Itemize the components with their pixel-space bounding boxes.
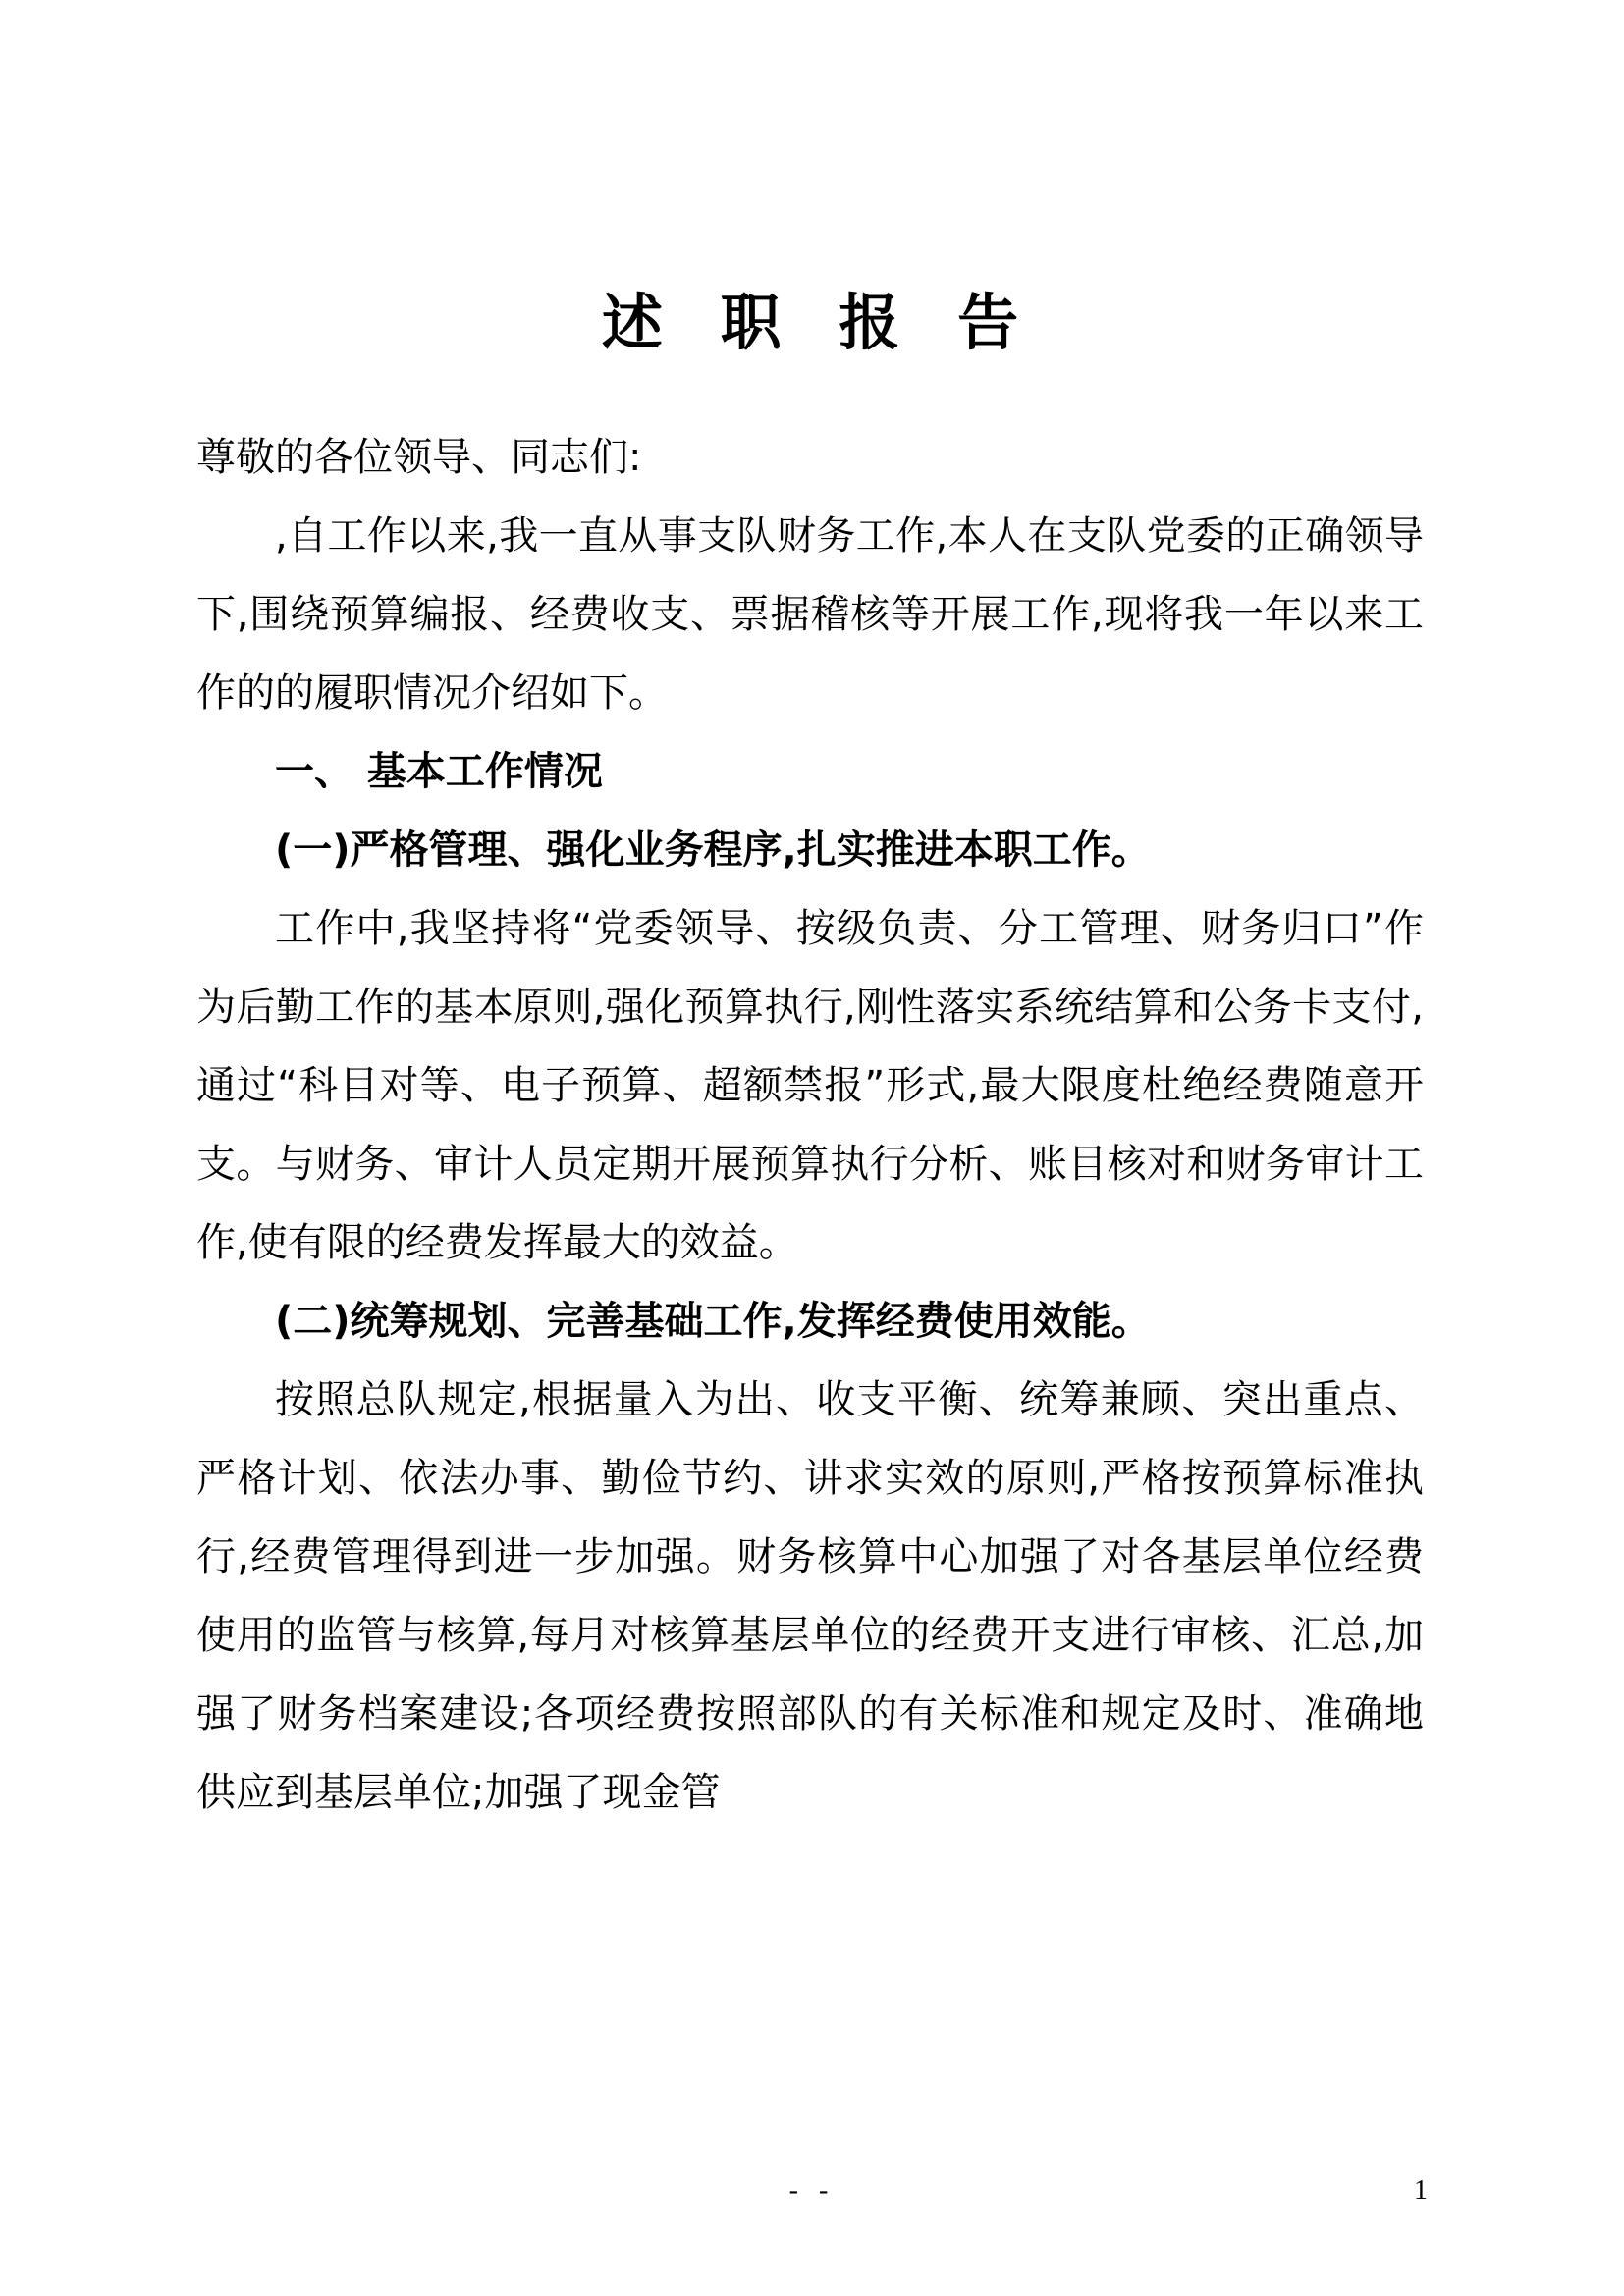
section-heading-one: 一、 基本工作情况 — [275, 748, 603, 794]
salutation-line: 尊敬的各位领导、同志们: — [196, 434, 642, 480]
page-title: 述 职 报 告 — [601, 287, 1037, 358]
footer-center-mark: - - — [788, 2175, 836, 2206]
intro-paragraph: ,自工作以来,我一直从事支队财务工作,本人在支队党委的正确领导下,围绕预算编报、经费收支、票据稽核等开展工作,现将我一年以来工作的的履职情况介绍如下。 — [196, 512, 1424, 716]
page-content — [196, 0, 1424, 1832]
subsection-heading-one: (一)严格管理、强化业务程序,扎实推进本职工作。 — [275, 827, 1151, 873]
page-footer — [196, 2174, 1428, 2223]
page-number: 1 — [1414, 2175, 1428, 2206]
subsection-one-body: 工作中,我坚持将“党委领导、按级负责、分工管理、财务归口”作为后勤工作的基本原则,强化预算执行,刚性落实系统结算和公务卡支付,通过“科目对等、电子预算、超额禁报”形式,最大限度杜绝经费随意开支。与财务、审计人员定期开展预算执行分析、账目核对和财务审计工作,使有限的经费发挥最大的效益。 — [196, 905, 1424, 1265]
subsection-heading-two: (二)统筹规划、完善基础工作,发挥经费使用效能。 — [275, 1298, 1151, 1344]
subsection-two-body: 按照总队规定,根据量入为出、收支平衡、统筹兼顾、突出重点、严格计划、依法办事、勤俭节约、讲求实效的原则,严格按预算标准执行,经费管理得到进一步加强。财务核算中心加强了对各基层单位经费使用的监管与核算,每月对核算基层单位的经费开支进行审核、汇总,加强了财务档案建设;各项经费按照部队的有关标准和规定及时、准确地供应到基层单位;加强了现金管 — [196, 1376, 1424, 1815]
